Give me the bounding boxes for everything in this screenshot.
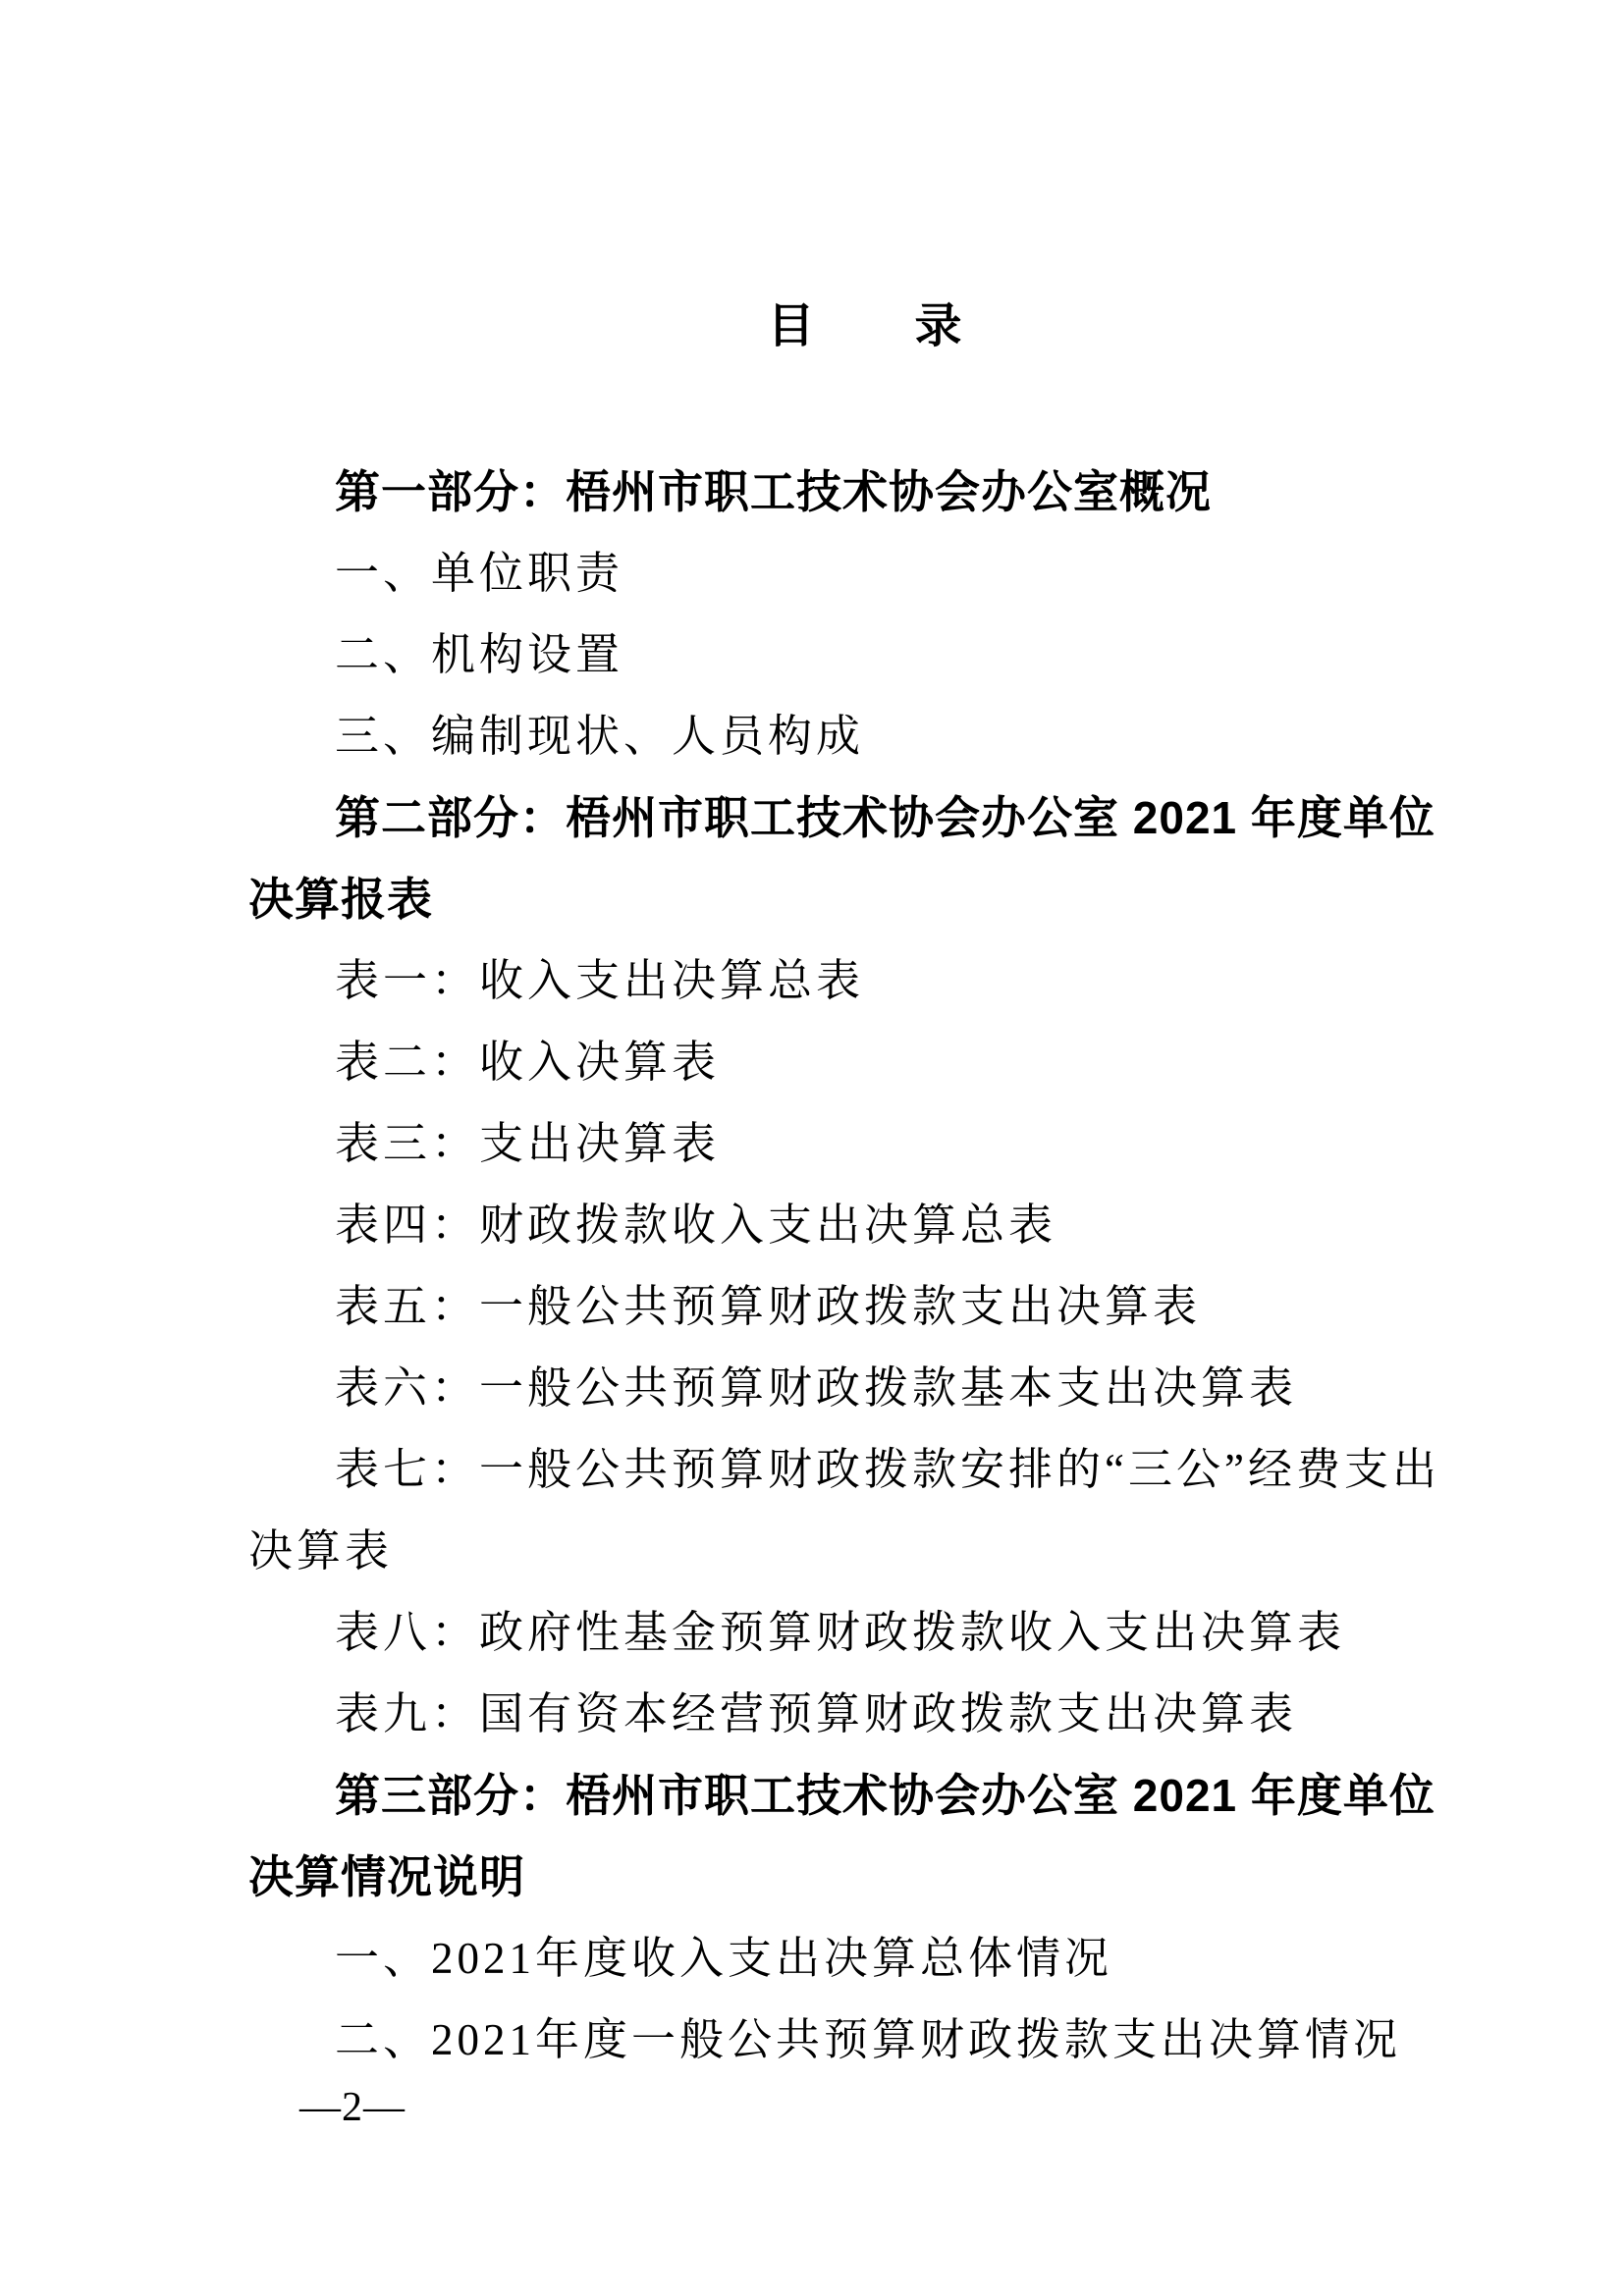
toc-item: 表二：收入决算表 [335, 1038, 721, 1087]
toc-item: 表七：一般公共预算财政拨款安排的“三公”经费支出 [335, 1445, 1440, 1494]
table-of-contents [248, 452, 1440, 2081]
section-3-heading-line2: 决算情况说明 [248, 1851, 525, 1902]
toc-item: 二、2021年度一般公共预算财政拨款支出决算情况 [335, 2015, 1402, 2064]
section-2-heading-line1: 第二部分：梧州市职工技术协会办公室 2021 年度单位 [335, 792, 1435, 843]
toc-item: 表六：一般公共预算财政拨款基本支出决算表 [335, 1363, 1298, 1413]
toc-item: 一、2021年度收入支出决算总体情况 [335, 1934, 1113, 1983]
page-number: —2— [299, 2085, 406, 2130]
toc-item: 表一：收入支出决算总表 [335, 956, 865, 1005]
toc-item: 表四：财政拨款收入支出决算总表 [335, 1201, 1057, 1250]
toc-item: 一、单位职责 [335, 549, 624, 598]
toc-item: 二、机构设置 [335, 630, 624, 679]
toc-item-continuation: 决算表 [248, 1526, 394, 1575]
toc-item: 表三：支出决算表 [335, 1119, 721, 1168]
page-title: 目 录 [767, 300, 964, 352]
toc-item: 表八：政府性基金预算财政拨款收入支出决算表 [335, 1608, 1346, 1657]
section-3-heading-line1: 第三部分：梧州市职工技术协会办公室 2021 年度单位 [335, 1770, 1435, 1821]
toc-item: 表五：一般公共预算财政拨款支出决算表 [335, 1282, 1202, 1331]
section-2-heading-line2: 决算报表 [248, 874, 433, 925]
toc-item: 三、编制现状、人员构成 [335, 712, 865, 761]
toc-item: 表九：国有资本经营预算财政拨款支出决算表 [335, 1689, 1298, 1738]
section-1-heading: 第一部分：梧州市职工技术协会办公室概况 [335, 466, 1212, 517]
